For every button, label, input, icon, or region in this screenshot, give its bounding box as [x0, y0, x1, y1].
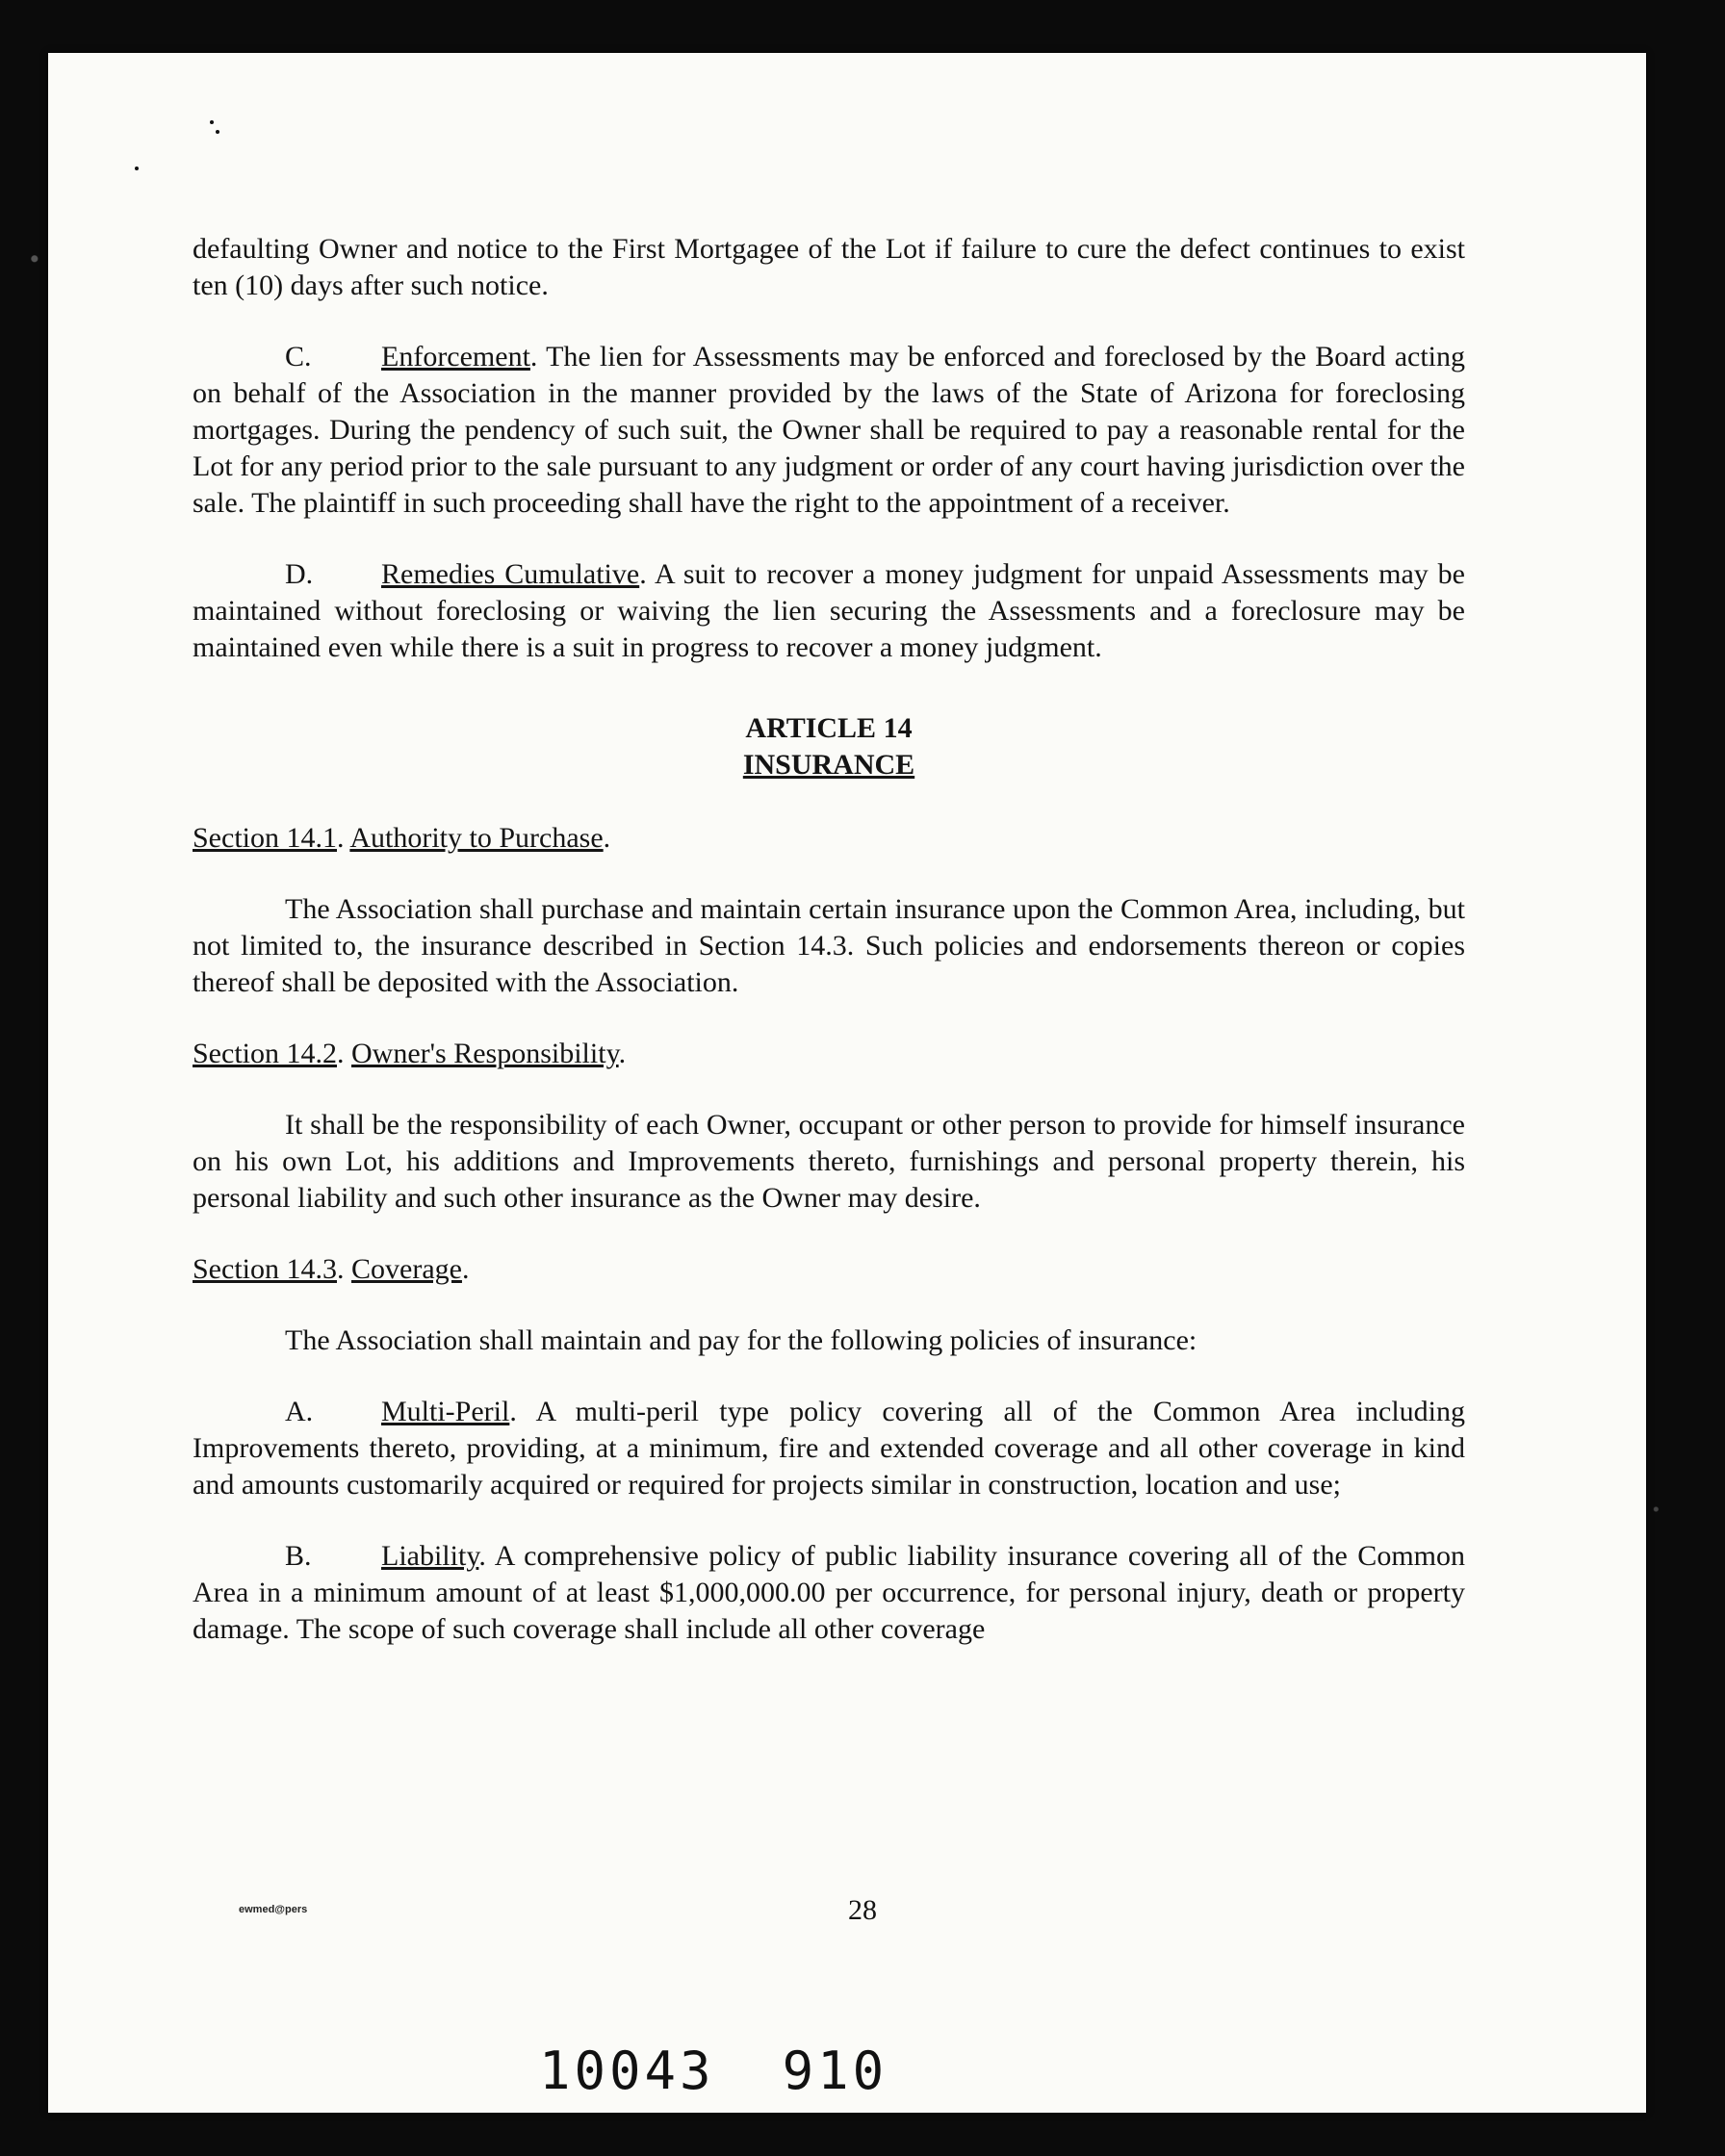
item-letter: C. — [285, 341, 312, 372]
paragraph-multi-peril: A. Multi-Peril. A multi-peril type policy covering all of the Common Area including Improvements thereto, providing, at a minimum, fire and extended coverage and all other coverage in kind and amounts customarily acquired or required for projects similar in construction, location and use; — [193, 1396, 1465, 1501]
section-title: Authority to Purchase — [349, 822, 604, 854]
item-text: A suit to recover a money judgment for unpaid Assessments may be maintained without foreclosing or waiving the lien securing the Assessments and a foreclosure may be maintained even while there is a suit in progress to recover a money judgment. — [193, 558, 1465, 663]
item-letter: B. — [285, 1540, 312, 1572]
section-number: Section 14.2 — [193, 1038, 337, 1069]
document-stamp-number — [539, 2040, 888, 2101]
item-title: Liability — [381, 1540, 479, 1572]
paragraph-enforcement: C. Enforcement. The lien for Assessments may be enforced and foreclosed by the Board acting on behalf of the Association in the manner provided by the laws of the State of Arizona for foreclosing mortgages. During the pendency of such suit, the Owner shall be required to pay a reasonable rental for the Lot for any period prior to the sale pursuant to any judgment or order of any court having jurisdiction over the sale. The plaintiff in such proceeding shall have the right to the appointment of a receiver. — [193, 341, 1466, 519]
item-text: A comprehensive policy of public liability insurance covering all of the Common Area in a minimum amount of at least $1,000,000.00 per occurrence, for personal injury, death or property damage. The scope of such coverage shall include all other coverage — [193, 1540, 1465, 1645]
document-body — [193, 231, 1465, 1648]
item-title: Remedies Cumulative — [381, 558, 640, 590]
item-title: Enforcement — [381, 341, 530, 372]
section-text: It shall be the responsibility of each Owner, occupant or other person to provide for himself insurance on his own Lot, his additions and Improvements thereto, furnishings and personal property therein, his personal liability and such other insurance as the Owner may desire. — [193, 1109, 1465, 1214]
section-number: Section 14.3 — [193, 1253, 337, 1285]
footer-file-code: ewmed@pers — [239, 1904, 308, 1915]
section-title: Owner's Responsibility — [351, 1038, 619, 1069]
section-number: Section 14.1 — [193, 822, 337, 854]
item-letter: D. — [285, 558, 314, 590]
paragraph-continuation: defaulting Owner and notice to the First Mortgagee of the Lot if failure to cure the defect continues to exist ten (10) days after such notice. — [193, 233, 1465, 301]
item-title: Multi-Peril — [381, 1396, 510, 1427]
paragraph-liability: B. Liability. A comprehensive policy of public liability insurance covering all of the Common Area in a minimum amount of at least $1,000,000.00 per occurrence, for personal injury, death or property damage. The scope of such coverage shall include all other coverage — [193, 1540, 1465, 1645]
section-heading: Section 14.1. Authority to Purchase. — [193, 822, 611, 854]
item-text: The lien for Assessments may be enforced and foreclosed by the Board acting on behalf of the Association in the manner provided by the laws of the State of Arizona for foreclosing mortgages. During the pendency of such suit, the Owner shall be required to pay a reasonable rental for the Lot for any period prior to the sale pursuant to any judgment or order of any court having jurisdiction over the sale. The plaintiff in such proceeding shall have the right to the appointment of a receiver. — [193, 341, 1466, 519]
stamp-number-b: 910 — [782, 2040, 888, 2101]
section-text: The Association shall purchase and maintain certain insurance upon the Common Area, including, but not limited to, the insurance described in Section 14.3. Such policies and endorsements thereon or copies thereof shall be deposited with the Association. — [193, 893, 1465, 998]
article-number: ARTICLE 14 — [745, 712, 913, 744]
section-heading: Section 14.2. Owner's Responsibility. — [193, 1038, 627, 1069]
section-title: Coverage — [351, 1253, 462, 1285]
item-text: A multi-peril type policy covering all of the Common Area including Improvements thereto, providing, at a minimum, fire and extended coverage and all other coverage in kind and amounts customarily acquired or required for projects similar in construction, location and use; — [193, 1396, 1465, 1501]
article-title: INSURANCE — [742, 749, 915, 781]
paragraph-remedies: D. Remedies Cumulative. A suit to recover a money judgment for unpaid Assessments may be maintained without foreclosing or waiving the lien securing the Assessments and a foreclosure may be maintained even while there is a suit in progress to recover a money judgment. — [193, 558, 1465, 663]
stamp-number-a: 10043 — [539, 2040, 715, 2101]
section-heading: Section 14.3. Coverage. — [193, 1253, 470, 1285]
section-text: The Association shall maintain and pay for the following policies of insurance: — [285, 1324, 1197, 1356]
item-letter: A. — [285, 1396, 314, 1427]
page-number: 28 — [848, 1894, 877, 1926]
